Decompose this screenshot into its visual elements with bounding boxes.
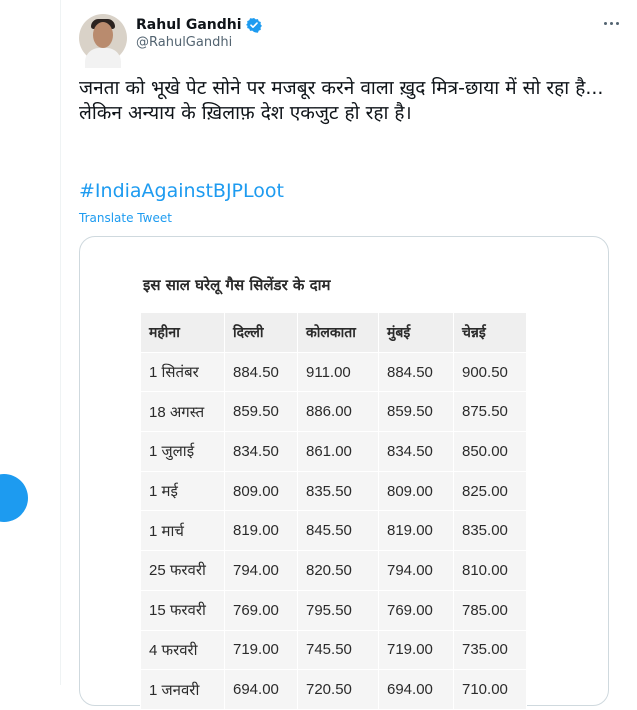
table-cell-price: 694.00 <box>225 670 298 710</box>
tweet-text-line-2: लेकिन अन्याय के ख़िलाफ़ देश एकजुट हो रहा है। <box>79 102 412 124</box>
avatar-body <box>85 48 121 68</box>
table-cell-price: 809.00 <box>225 471 298 511</box>
table-row <box>141 432 527 472</box>
table-body <box>141 352 527 709</box>
table-cell-price: 794.00 <box>379 551 454 591</box>
table-row <box>141 670 527 710</box>
table-cell-price: 850.00 <box>454 432 527 472</box>
table-cell-price: 859.50 <box>379 392 454 432</box>
compose-tweet-button[interactable] <box>0 474 28 522</box>
table-cell-price: 810.00 <box>454 551 527 591</box>
table-cell-price: 835.00 <box>454 511 527 551</box>
author-handle[interactable]: @RahulGandhi <box>136 35 233 50</box>
table-row <box>141 392 527 432</box>
column-header: चेन्नई <box>454 313 527 353</box>
column-header: दिल्ली <box>225 313 298 353</box>
table-cell-price: 834.50 <box>225 432 298 472</box>
table-cell-price: 886.00 <box>298 392 379 432</box>
table-cell-price: 735.00 <box>454 630 527 670</box>
gas-price-table <box>140 312 527 710</box>
tweet-text <box>79 76 609 126</box>
tweet-text-line-1: जनता को भूखे पेट सोने पर मजबूर करने वाला ख़ुद मित्र-छाया में सो रहा है... <box>79 77 604 99</box>
table-cell-price: 845.50 <box>298 511 379 551</box>
table-cell-price: 694.00 <box>379 670 454 710</box>
table-cell-price: 720.50 <box>298 670 379 710</box>
table-row <box>141 630 527 670</box>
table-row <box>141 590 527 630</box>
table-cell-price: 769.00 <box>225 590 298 630</box>
table-cell-month: 4 फरवरी <box>141 630 225 670</box>
table-row <box>141 511 527 551</box>
table-header-row <box>141 313 527 353</box>
column-header: कोलकाता <box>298 313 379 353</box>
table-cell-price: 710.00 <box>454 670 527 710</box>
table-cell-price: 884.50 <box>379 352 454 392</box>
table-cell-month: 1 जुलाई <box>141 432 225 472</box>
author-name-row <box>136 17 262 33</box>
verified-badge-icon <box>246 17 262 33</box>
table-cell-price: 785.00 <box>454 590 527 630</box>
tweet <box>60 0 637 699</box>
more-options-icon[interactable] <box>604 22 619 25</box>
tweet-media-image[interactable] <box>79 236 609 706</box>
avatar[interactable] <box>79 14 127 62</box>
table-cell-price: 719.00 <box>379 630 454 670</box>
table-row <box>141 471 527 511</box>
table-cell-month: 1 सितंबर <box>141 352 225 392</box>
table-cell-price: 719.00 <box>225 630 298 670</box>
hashtag-link[interactable]: #IndiaAgainstBJPLoot <box>79 180 284 202</box>
media-title: इस साल घरेलू गैस सिलेंडर के दाम <box>143 276 331 294</box>
author-name[interactable]: Rahul Gandhi <box>136 17 242 33</box>
table-cell-month: 25 फरवरी <box>141 551 225 591</box>
table-cell-month: 18 अगस्त <box>141 392 225 432</box>
table-cell-price: 819.00 <box>379 511 454 551</box>
table-cell-price: 769.00 <box>379 590 454 630</box>
table-cell-price: 835.50 <box>298 471 379 511</box>
table-row <box>141 352 527 392</box>
table-cell-price: 875.50 <box>454 392 527 432</box>
avatar-face <box>93 22 113 48</box>
table-cell-month: 1 मई <box>141 471 225 511</box>
table-cell-price: 745.50 <box>298 630 379 670</box>
table-row <box>141 551 527 591</box>
table-cell-price: 825.00 <box>454 471 527 511</box>
translate-tweet-link[interactable]: Translate Tweet <box>79 211 172 225</box>
author-block <box>136 17 262 50</box>
table-cell-price: 859.50 <box>225 392 298 432</box>
table-cell-month: 1 जनवरी <box>141 670 225 710</box>
table-cell-price: 794.00 <box>225 551 298 591</box>
table-cell-price: 861.00 <box>298 432 379 472</box>
column-header: महीना <box>141 313 225 353</box>
table-cell-price: 819.00 <box>225 511 298 551</box>
table-cell-price: 834.50 <box>379 432 454 472</box>
table-cell-price: 820.50 <box>298 551 379 591</box>
table-cell-price: 911.00 <box>298 352 379 392</box>
table-cell-month: 15 फरवरी <box>141 590 225 630</box>
column-header: मुंबई <box>379 313 454 353</box>
table-cell-month: 1 मार्च <box>141 511 225 551</box>
table-cell-price: 795.50 <box>298 590 379 630</box>
table-cell-price: 884.50 <box>225 352 298 392</box>
table-cell-price: 900.50 <box>454 352 527 392</box>
table-cell-price: 809.00 <box>379 471 454 511</box>
